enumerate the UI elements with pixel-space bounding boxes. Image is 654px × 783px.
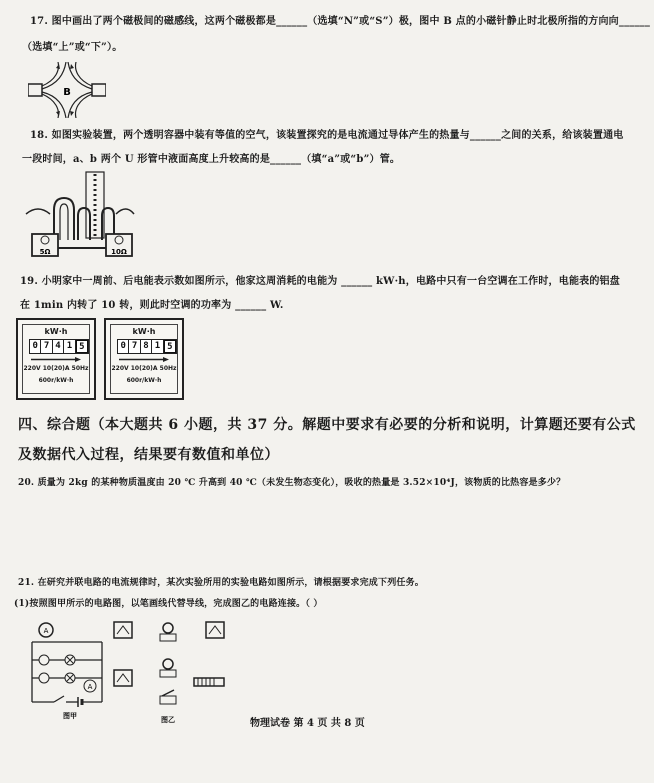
section-heading-line1: 四、综合题（本大题共 6 小题，共 37 分。解题中要求有必要的分析和说明，计算题还要有公式 (18, 417, 636, 433)
meter-digit: 8 (141, 340, 152, 353)
meter-digit: 0 (118, 340, 129, 353)
q17-line2: （选填“上”或“下”）。 (22, 42, 123, 53)
meter-digit-decimal: 5 (76, 340, 88, 353)
meter-digit-decimal: 5 (164, 340, 176, 353)
svg-text:A: A (43, 627, 49, 635)
meter-rev: 600r/kW·h (126, 377, 162, 384)
joule-heating-apparatus (24, 170, 136, 262)
circuit-diagram-a (24, 620, 114, 720)
meter-digit: 1 (152, 340, 163, 353)
svg-text:A: A (87, 683, 93, 691)
meter-digit: 7 (129, 340, 140, 353)
section-heading-line2: 及数据代入过程，结果要有数值和单位） (18, 447, 279, 463)
page-footer: 物理试卷 第 4 页 共 8 页 (250, 718, 365, 729)
magnet-field-figure (28, 62, 106, 118)
meter-digit: 7 (41, 340, 52, 353)
q21-line2: (1)按照图甲所示的电路图，以笔画线代替导线，完成图乙的电路连接。（ ） (14, 599, 323, 609)
left-resistor-label: 5Ω (39, 248, 51, 256)
q17-line1: 17. 图中画出了两个磁极间的磁感线，这两个磁极都是______（选填“N”或“S”）极，图中 B 点的小磁针静止时北极所指的方向向______ (30, 16, 651, 27)
meter-digit: 4 (53, 340, 64, 353)
point-b-label: B (63, 87, 71, 98)
energy-meter-before (16, 318, 96, 400)
meter-unit: kW·h (44, 327, 68, 336)
physical-components-b (110, 618, 230, 728)
energy-meter-after (104, 318, 184, 400)
meter-digits (117, 339, 177, 354)
q19-line2: 在 1min 内转了 10 转，则此时空调的功率为 ______ W. (20, 300, 284, 311)
q20-text: 20. 质量为 2kg 的某种物质温度由 20 ℃ 升高到 40 ℃（未发生物态变化），吸收的热量是 3.52×10⁴J，该物质的比热容是多少？ (18, 478, 566, 488)
meter-digit: 1 (64, 340, 75, 353)
q21-line1: 21. 在研究并联电路的电流规律时，某次实验所用的实验电路如图所示，请根据要求完成下列任务。 (18, 578, 424, 588)
right-resistor-label: 10Ω (111, 248, 127, 256)
meter-disc-indicator (31, 357, 81, 362)
q18-line2: 一段时间，a、b 两个 U 形管中液面高度上升较高的是______（填“a”或“b”）管。 (22, 154, 401, 165)
meter-spec: 220V 10(20)A 50Hz (23, 365, 89, 372)
meter-unit: kW·h (132, 327, 156, 336)
meter-digits (29, 339, 89, 354)
meter-disc-indicator (119, 357, 169, 362)
q19-line1: 19. 小明家中一周前、后电能表示数如图所示，他家这周消耗的电能为 ______ kW·h，电路中只有一台空调在工作时，电能表的铝盘 (20, 276, 620, 287)
figure-a-caption: 图甲 (63, 711, 77, 720)
meter-digit: 0 (30, 340, 41, 353)
q18-line1: 18. 如图实验装置，两个透明容器中装有等值的空气，该装置探究的是电流通过导体产生的热量与______之间的关系，给该装置通电 (30, 130, 624, 141)
meter-spec: 220V 10(20)A 50Hz (111, 365, 177, 372)
meter-rev: 600r/kW·h (38, 377, 74, 384)
figure-b-caption: 图乙 (161, 715, 175, 724)
